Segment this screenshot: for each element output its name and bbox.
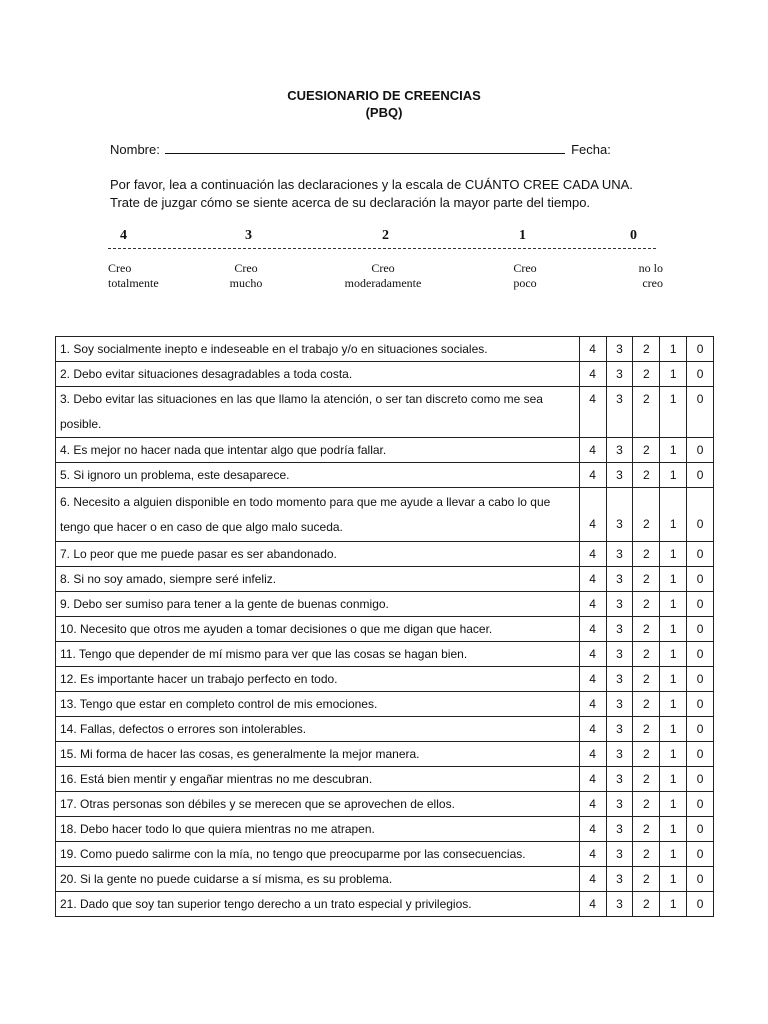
table-row — [56, 362, 714, 387]
scale-value: 3 — [245, 228, 252, 243]
score-option[interactable]: 3 — [606, 592, 633, 617]
statement-text: 7. Lo peor que me puede pasar es ser abandonado. — [56, 542, 580, 567]
score-option[interactable]: 4 — [579, 362, 606, 387]
score-option[interactable]: 3 — [606, 642, 633, 667]
score-option[interactable]: 2 — [633, 542, 660, 567]
scale-value: 4 — [120, 228, 127, 243]
statement-text: 15. Mi forma de hacer las cosas, es generalmente la mejor manera. — [56, 742, 580, 767]
belief-scale — [108, 228, 663, 298]
score-option[interactable]: 2 — [633, 463, 660, 488]
score-option[interactable]: 4 — [579, 542, 606, 567]
score-option[interactable]: 0 — [687, 337, 714, 362]
score-option[interactable]: 3 — [606, 792, 633, 817]
table-row — [56, 438, 714, 463]
score-option[interactable]: 3 — [606, 817, 633, 842]
score-option[interactable]: 3 — [606, 667, 633, 692]
statement-text: 16. Está bien mentir y engañar mientras no me descubran. — [56, 767, 580, 792]
name-date-row — [110, 141, 611, 157]
score-option[interactable]: 3 — [606, 742, 633, 767]
statement-text: 2. Debo evitar situaciones desagradables a toda costa. — [56, 362, 580, 387]
table-row — [56, 387, 714, 438]
scale-value: 0 — [630, 228, 637, 243]
score-option[interactable]: 1 — [660, 867, 687, 892]
score-option[interactable]: 1 — [660, 692, 687, 717]
questionnaire-title: CUESIONARIO DE CREENCIAS — [287, 88, 481, 103]
scale-value: 1 — [519, 228, 526, 243]
table-row — [56, 488, 714, 542]
scale-value: 2 — [382, 228, 389, 243]
score-option[interactable]: 4 — [579, 592, 606, 617]
table-row — [56, 892, 714, 917]
score-option[interactable]: 0 — [687, 692, 714, 717]
score-option[interactable]: 2 — [633, 817, 660, 842]
table-row — [56, 717, 714, 742]
statement-text: 5. Si ignoro un problema, este desaparece. — [56, 463, 580, 488]
score-option[interactable]: 3 — [606, 892, 633, 917]
table-row — [56, 667, 714, 692]
score-option[interactable]: 3 — [606, 463, 633, 488]
score-option[interactable]: 3 — [606, 488, 633, 542]
table-row — [56, 337, 714, 362]
statement-text: 9. Debo ser sumiso para tener a la gente de buenas conmigo. — [56, 592, 580, 617]
score-option[interactable]: 4 — [579, 792, 606, 817]
score-option[interactable]: 4 — [579, 463, 606, 488]
score-option[interactable]: 0 — [687, 767, 714, 792]
score-option[interactable]: 0 — [687, 488, 714, 542]
table-row — [56, 463, 714, 488]
score-option[interactable]: 1 — [660, 742, 687, 767]
scale-label: Creo poco — [513, 261, 537, 290]
score-option[interactable]: 2 — [633, 567, 660, 592]
table-row — [56, 692, 714, 717]
table-row — [56, 592, 714, 617]
score-option[interactable]: 3 — [606, 542, 633, 567]
score-option[interactable]: 1 — [660, 592, 687, 617]
score-option[interactable]: 0 — [687, 717, 714, 742]
score-option[interactable]: 0 — [687, 617, 714, 642]
statement-text: 21. Dado que soy tan superior tengo derecho a un trato especial y privilegios. — [56, 892, 580, 917]
score-option[interactable]: 1 — [660, 337, 687, 362]
statement-text: 14. Fallas, defectos o errores son intolerables. — [56, 717, 580, 742]
score-option[interactable]: 2 — [633, 717, 660, 742]
score-option[interactable]: 0 — [687, 567, 714, 592]
score-option[interactable]: 3 — [606, 767, 633, 792]
score-option[interactable]: 0 — [687, 542, 714, 567]
statement-text: 18. Debo hacer todo lo que quiera mientras no me atrapen. — [56, 817, 580, 842]
statement-text: 13. Tengo que estar en completo control de mis emociones. — [56, 692, 580, 717]
table-row — [56, 817, 714, 842]
table-row — [56, 617, 714, 642]
scale-divider — [108, 248, 656, 249]
instructions-line-2: Trate de juzgar cómo se siente acerca de su declaración la mayor parte del tiempo. — [110, 195, 591, 210]
statement-text: 8. Si no soy amado, siempre seré infeliz. — [56, 567, 580, 592]
score-option[interactable]: 2 — [633, 667, 660, 692]
statement-text: 6. Necesito a alguien disponible en todo momento para que me ayude a llevar a cabo lo que tengo que hacer o en caso de que algo malo suceda. — [56, 488, 580, 542]
score-option[interactable]: 3 — [606, 337, 633, 362]
score-option[interactable]: 4 — [579, 488, 606, 542]
score-option[interactable]: 4 — [579, 642, 606, 667]
score-option[interactable]: 0 — [687, 817, 714, 842]
statement-text: 11. Tengo que depender de mí mismo para ver que las cosas se hagan bien. — [56, 642, 580, 667]
score-option[interactable]: 1 — [660, 567, 687, 592]
score-option[interactable]: 0 — [687, 892, 714, 917]
table-row — [56, 767, 714, 792]
score-option[interactable]: 0 — [687, 792, 714, 817]
name-label: Nombre: — [110, 142, 160, 157]
score-option[interactable]: 4 — [579, 717, 606, 742]
score-option[interactable]: 4 — [579, 567, 606, 592]
score-option[interactable]: 2 — [633, 337, 660, 362]
score-option[interactable]: 1 — [660, 387, 687, 438]
score-option[interactable]: 1 — [660, 667, 687, 692]
score-option[interactable]: 1 — [660, 642, 687, 667]
table-row — [56, 567, 714, 592]
score-option[interactable]: 2 — [633, 867, 660, 892]
score-option[interactable]: 4 — [579, 667, 606, 692]
score-option[interactable]: 4 — [579, 842, 606, 867]
table-row — [56, 792, 714, 817]
score-option[interactable]: 2 — [633, 742, 660, 767]
score-option[interactable]: 3 — [606, 438, 633, 463]
score-option[interactable]: 2 — [633, 438, 660, 463]
table-row — [56, 842, 714, 867]
table-row — [56, 542, 714, 567]
score-option[interactable]: 0 — [687, 667, 714, 692]
score-option[interactable]: 2 — [633, 592, 660, 617]
score-option[interactable]: 1 — [660, 792, 687, 817]
score-option[interactable]: 4 — [579, 438, 606, 463]
score-option[interactable]: 4 — [579, 817, 606, 842]
score-option[interactable]: 2 — [633, 387, 660, 438]
statement-text: 1. Soy socialmente inepto e indeseable en el trabajo y/o en situaciones sociales. — [56, 337, 580, 362]
score-option[interactable]: 4 — [579, 692, 606, 717]
table-row — [56, 642, 714, 667]
score-option[interactable]: 2 — [633, 792, 660, 817]
score-option[interactable]: 1 — [660, 817, 687, 842]
score-option[interactable]: 0 — [687, 867, 714, 892]
questionnaire-subtitle: (PBQ) — [365, 105, 403, 120]
score-option[interactable]: 1 — [660, 438, 687, 463]
statement-text: 3. Debo evitar las situaciones en las que llamo la atención, o ser tan discreto como me sea posible. — [56, 387, 580, 438]
score-option[interactable]: 1 — [660, 617, 687, 642]
score-option[interactable]: 0 — [687, 362, 714, 387]
score-option[interactable]: 1 — [660, 842, 687, 867]
score-option[interactable]: 2 — [633, 767, 660, 792]
score-option[interactable]: 4 — [579, 742, 606, 767]
score-option[interactable]: 3 — [606, 717, 633, 742]
instructions-line-1: Por favor, lea a continuación las declaraciones y la escala de CUÁNTO CREE CADA UNA. — [110, 177, 633, 192]
score-option[interactable]: 3 — [606, 842, 633, 867]
statement-text: 19. Como puedo salirme con la mía, no tengo que preocuparme por las consecuencias. — [56, 842, 580, 867]
score-option[interactable]: 1 — [660, 767, 687, 792]
score-option[interactable]: 3 — [606, 692, 633, 717]
statement-text: 20. Si la gente no puede cuidarse a sí misma, es su problema. — [56, 867, 580, 892]
score-option[interactable]: 4 — [579, 617, 606, 642]
statement-text: 17. Otras personas son débiles y se merecen que se aprovechen de ellos. — [56, 792, 580, 817]
scale-label: Creo totalmente — [108, 261, 159, 290]
score-option[interactable]: 0 — [687, 592, 714, 617]
scale-label: Creo moderadamente — [344, 261, 422, 290]
beliefs-table — [55, 336, 714, 917]
scale-label: no lo creo — [638, 261, 663, 290]
score-option[interactable]: 3 — [606, 567, 633, 592]
score-option[interactable]: 0 — [687, 438, 714, 463]
score-option[interactable]: 1 — [660, 542, 687, 567]
statement-text: 12. Es importante hacer un trabajo perfecto en todo. — [56, 667, 580, 692]
name-field[interactable] — [165, 141, 565, 154]
score-option[interactable]: 3 — [606, 362, 633, 387]
score-option[interactable]: 4 — [579, 892, 606, 917]
date-label: Fecha: — [571, 142, 611, 157]
score-option[interactable]: 2 — [633, 692, 660, 717]
score-option[interactable]: 4 — [579, 387, 606, 438]
score-option[interactable]: 0 — [687, 463, 714, 488]
score-option[interactable]: 1 — [660, 717, 687, 742]
score-option[interactable]: 0 — [687, 387, 714, 438]
score-option[interactable]: 2 — [633, 842, 660, 867]
scale-label: Creo mucho — [229, 261, 263, 290]
table-row — [56, 742, 714, 767]
score-option[interactable]: 1 — [660, 892, 687, 917]
score-option[interactable]: 1 — [660, 488, 687, 542]
score-option[interactable]: 3 — [606, 867, 633, 892]
score-option[interactable]: 0 — [687, 742, 714, 767]
score-option[interactable]: 3 — [606, 387, 633, 438]
score-option[interactable]: 0 — [687, 842, 714, 867]
score-option[interactable]: 3 — [606, 617, 633, 642]
score-option[interactable]: 4 — [579, 867, 606, 892]
score-option[interactable]: 2 — [633, 617, 660, 642]
score-option[interactable]: 2 — [633, 642, 660, 667]
score-option[interactable]: 2 — [633, 892, 660, 917]
score-option[interactable]: 2 — [633, 362, 660, 387]
statement-text: 10. Necesito que otros me ayuden a tomar decisiones o que me digan que hacer. — [56, 617, 580, 642]
score-option[interactable]: 1 — [660, 362, 687, 387]
score-option[interactable]: 1 — [660, 463, 687, 488]
score-option[interactable]: 4 — [579, 767, 606, 792]
score-option[interactable]: 2 — [633, 488, 660, 542]
score-option[interactable]: 4 — [579, 337, 606, 362]
statement-text: 4. Es mejor no hacer nada que intentar algo que podría fallar. — [56, 438, 580, 463]
table-row — [56, 867, 714, 892]
score-option[interactable]: 0 — [687, 642, 714, 667]
